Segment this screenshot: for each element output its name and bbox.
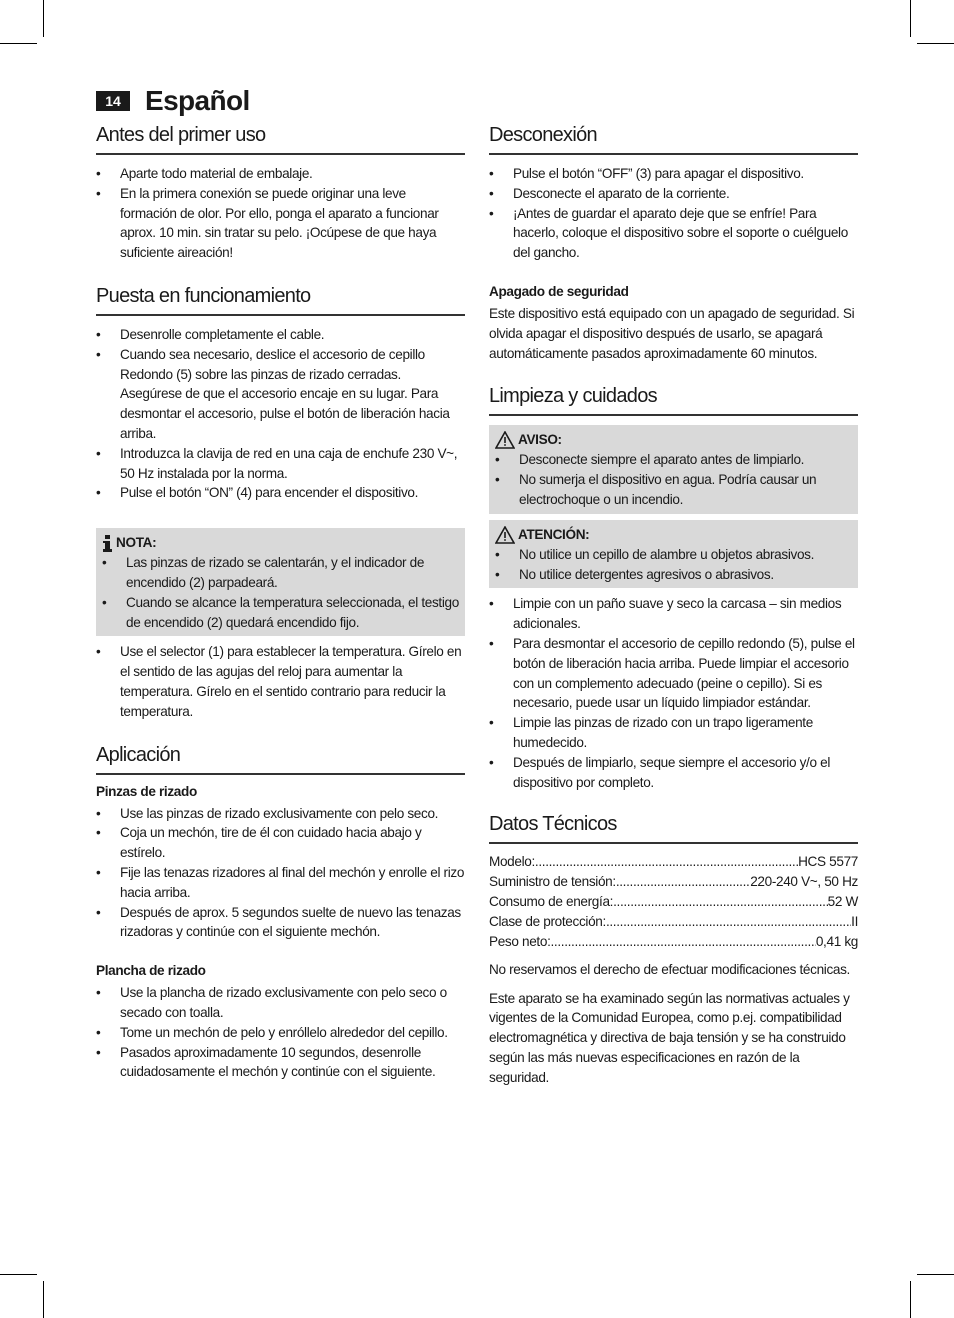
- subheading: Plancha de rizado: [96, 963, 206, 979]
- list-item: • Coja un mechón, tire de él con cuidado hacia abajo y estírelo.: [96, 823, 465, 863]
- list-item: • Desconecte el aparato de la corriente.: [489, 184, 858, 204]
- section-heading: Aplicación: [96, 742, 465, 775]
- section-heading: Datos Técnicos: [489, 811, 858, 844]
- list-item: • Después de limpiarlo, seque siempre el accesorio y/o el dispositivo por completo.: [489, 753, 858, 793]
- spec-label: Peso neto:: [489, 933, 551, 949]
- warning-icon: [495, 526, 515, 544]
- spec-row: [489, 892, 858, 912]
- list-item: • Use el selector (1) para establecer la temperatura. Gírelo en el sentido de las agujas del reloj para aumentar la temperatura. Gírelo en el sentido contrario para reducir la temperatura.: [96, 642, 465, 721]
- bullet-list: [96, 164, 465, 263]
- crop-mark: [910, 1281, 911, 1318]
- spec-value: 52 W: [827, 894, 858, 910]
- warning-box: [489, 425, 858, 513]
- list-item: • No sumerja el dispositivo en agua. Podría causar un electrochoque o un incendio.: [495, 470, 852, 510]
- list-item: • Fije las tenazas rizadores al final del mechón y enrolle el rizo hacia arriba.: [96, 863, 465, 903]
- crop-mark: [0, 43, 37, 44]
- list-item: • No utilice detergentes agresivos o abrasivos.: [495, 565, 852, 585]
- bullet-list: [489, 164, 858, 263]
- list-item: • Tome un mechón de pelo y enróllelo alrededor del cepillo.: [96, 1023, 465, 1043]
- section-heading: Antes del primer uso: [96, 122, 465, 155]
- paragraph: Este aparato se ha examinado según las normativas actuales y vigentes de la Comunidad Europea, como p.ej. compatibilidad electromagnética y directiva de baja tensión y se ha construido según las más nuevas especificaciones en razón de la seguridad.: [489, 990, 850, 1085]
- list-item: • Después de aprox. 5 segundos suelte de nuevo las tenazas rizadoras y continúe con el siguiente mechón.: [96, 903, 465, 943]
- list-item: • Las pinzas de rizado se calentarán, y el indicador de encendido (2) parpadeará.: [102, 553, 459, 593]
- spec-label: Clase de protección:: [489, 914, 606, 930]
- dot-leader: [616, 872, 750, 892]
- section-heading: Puesta en funcionamiento: [96, 283, 465, 316]
- list-item: • Desconecte siempre el aparato antes de limpiarlo.: [495, 450, 852, 470]
- spec-value: II: [851, 914, 858, 930]
- paragraph: Este dispositivo está equipado con un apagado de seguridad. Si olvida apagar el dispositivo después de usarlo, se apagará automáticamente pasados aproximadamente 60 minutos.: [489, 305, 855, 361]
- list-item: • Desenrolle completamente el cable.: [96, 325, 465, 345]
- spec-row: [489, 912, 858, 932]
- list-item: • Cuando sea necesario, deslice el accesorio de cepillo Redondo (5) sobre las pinzas de rizado cerradas. Asegúrese de que el accesorio encaje en su lugar. Para desmontar el accesorio, pulse el botón de liberación hacia arriba.: [96, 345, 465, 444]
- subheading: Apagado de seguridad: [489, 283, 629, 299]
- list-item: • Introduzca la clavija de red en una caja de enchufe 230 V~, 50 Hz instalada por la norma.: [96, 444, 465, 484]
- right-column: [489, 122, 858, 1088]
- list-item: • Use las pinzas de rizado exclusivamente con pelo seco.: [96, 804, 465, 824]
- spec-value: 220-240 V~, 50 Hz: [750, 874, 858, 890]
- left-column: [96, 122, 465, 1082]
- spec-row: [489, 872, 858, 892]
- bullet-list: [96, 804, 465, 943]
- page-number: 14: [96, 91, 130, 111]
- note-label: NOTA:: [116, 535, 157, 551]
- spec-label: Suministro de tensión:: [489, 874, 616, 890]
- bullet-list: [96, 983, 465, 1082]
- crop-mark: [43, 0, 44, 37]
- section-heading: Desconexión: [489, 122, 858, 155]
- list-item: • ¡Antes de guardar el aparato deje que se enfríe! Para hacerlo, coloque el dispositivo sobre el soporte o cuélguelo del gancho.: [489, 204, 858, 263]
- page-title: Español: [145, 85, 250, 116]
- spec-value: HCS 5577: [798, 854, 858, 870]
- warning-icon: [495, 431, 515, 449]
- warning-list: [495, 450, 852, 509]
- list-item: • Limpie las pinzas de rizado con un trapo ligeramente humedecido.: [489, 713, 858, 753]
- bullet-list: [96, 642, 465, 721]
- list-item: • Pasados aproximadamente 10 segundos, desenrolle cuidadosamente el mechón y continúe con el siguiente.: [96, 1043, 465, 1083]
- list-item: • En la primera conexión se puede originar una leve formación de olor. Por ello, ponga el aparato a funcionar aprox. 10 min. sin tratar su pelo. ¡Ocúpese de que haya suficiente aireación!: [96, 184, 465, 263]
- spec-row: [489, 852, 858, 872]
- section-startup: [96, 283, 465, 722]
- caution-label: ATENCIÓN:: [518, 526, 590, 542]
- section-before-first-use: [96, 122, 465, 263]
- crop-mark: [0, 1274, 37, 1275]
- crop-mark: [917, 43, 954, 44]
- dot-leader: [535, 852, 798, 872]
- info-icon: [102, 535, 113, 552]
- section-specs: [489, 811, 858, 1087]
- dot-leader: [613, 892, 828, 912]
- spec-row: [489, 932, 858, 952]
- section-cleaning: [489, 383, 858, 792]
- list-item: • Aparte todo material de embalaje.: [96, 164, 465, 184]
- list-item: • Para desmontar el accesorio de cepillo redondo (5), pulse el botón de liberación hacia arriba. Puede limpiar el accesorio con un complemento adecuado (peine o cepillo). Si es necesario, puede usar un líquido limpiador estándar.: [489, 634, 858, 713]
- crop-mark: [917, 1274, 954, 1275]
- crop-mark: [43, 1281, 44, 1318]
- paragraph: No reservamos el derecho de efectuar modificaciones técnicas.: [489, 961, 850, 977]
- note-box: [96, 528, 465, 636]
- spec-table: [489, 852, 858, 952]
- section-disconnect: [489, 122, 858, 363]
- caution-box: [489, 520, 858, 589]
- spec-value: 0,41 kg: [815, 933, 858, 949]
- list-item: • Pulse el botón “OFF” (3) para apagar el dispositivo.: [489, 164, 858, 184]
- subheading: Pinzas de rizado: [96, 783, 197, 799]
- section-heading: Limpieza y cuidados: [489, 383, 858, 416]
- bullet-list: [96, 325, 465, 503]
- list-item: • Limpie con un paño suave y seco la carcasa – sin medios adicionales.: [489, 594, 858, 634]
- note-list: [102, 553, 459, 632]
- spec-label: Modelo:: [489, 854, 535, 870]
- list-item: • Use la plancha de rizado exclusivamente con pelo seco o secado con toalla.: [96, 983, 465, 1023]
- caution-list: [495, 545, 852, 585]
- section-application: [96, 742, 465, 1083]
- dot-leader: [606, 912, 851, 932]
- dot-leader: [551, 932, 816, 952]
- list-item: • Pulse el botón “ON” (4) para encender el dispositivo.: [96, 483, 465, 503]
- warning-label: AVISO:: [518, 432, 562, 448]
- spec-label: Consumo de energía:: [489, 894, 614, 910]
- crop-mark: [910, 0, 911, 37]
- list-item: • Cuando se alcance la temperatura seleccionada, el testigo de encendido (2) quedará encendido fijo.: [102, 593, 459, 633]
- list-item: • No utilice un cepillo de alambre u objetos abrasivos.: [495, 545, 852, 565]
- bullet-list: [489, 594, 858, 792]
